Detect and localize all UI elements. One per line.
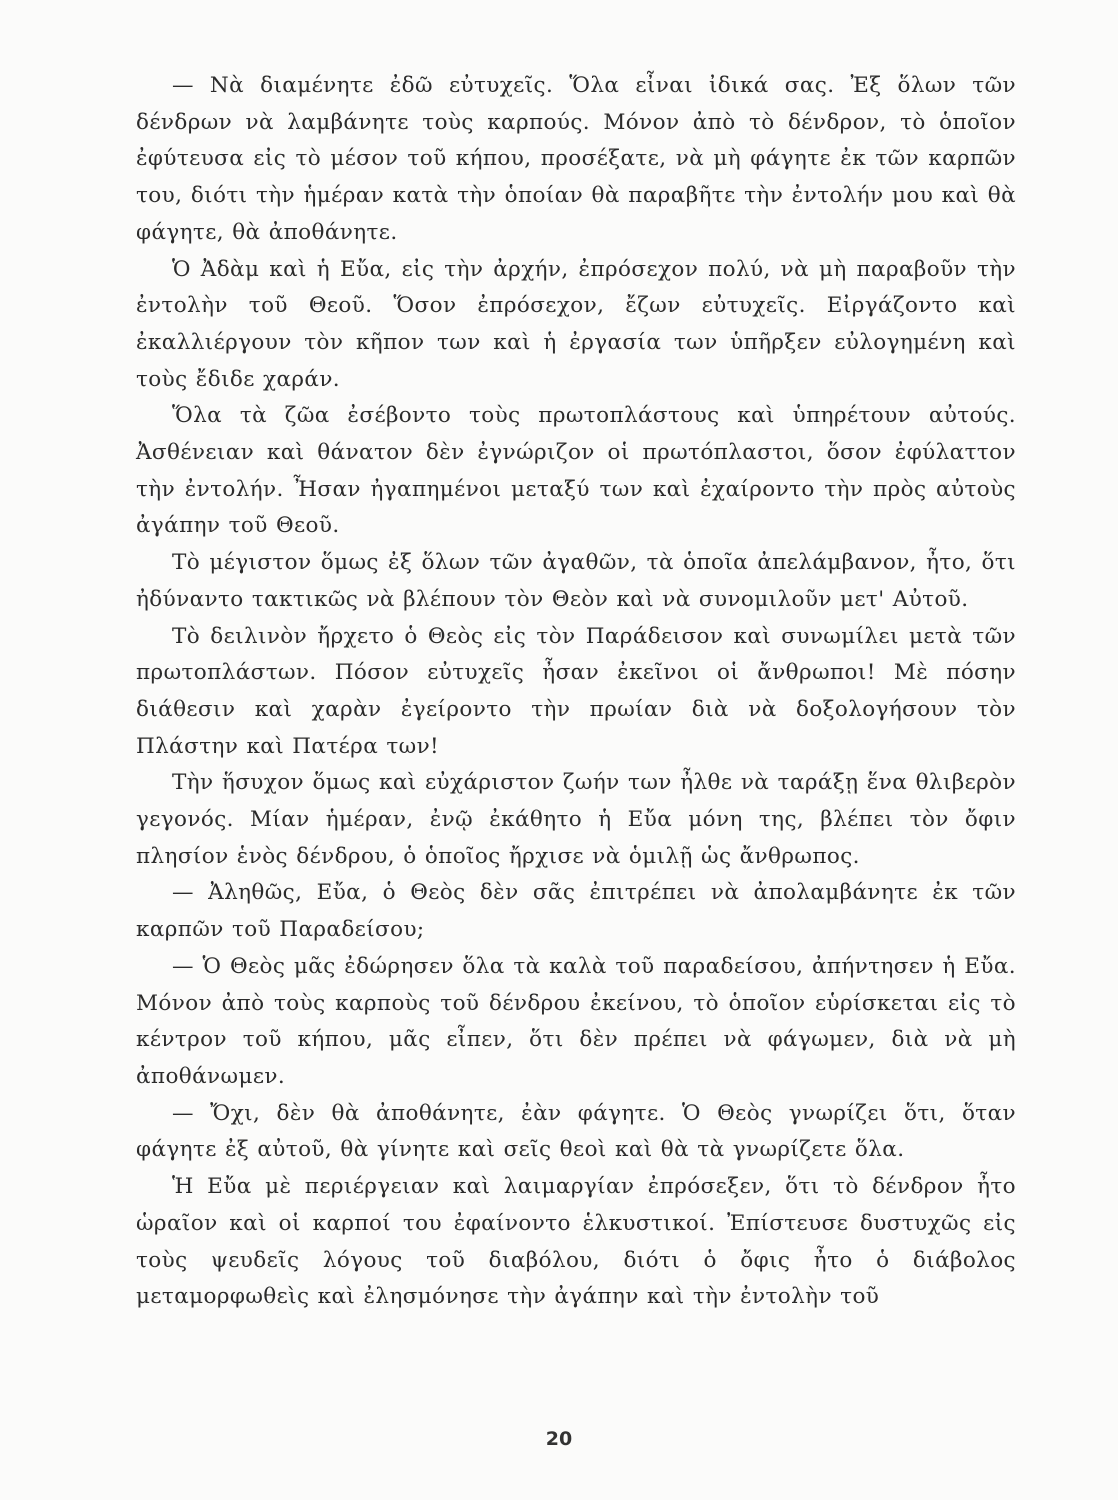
paragraph-god-command: — Νὰ διαμένητε ἐδῶ εὐτυχεῖς. Ὅλα εἶναι ἰδικά σας. Ἐξ ὅλων τῶν δένδρων νὰ λαμβάνητε τοὺς καρπούς. Μόνον ἀπὸ τὸ δένδρον, τὸ ὁποῖον ἐφύτευσα εἰς τὸ μέσον τοῦ κήπου, προσέξατε, νὰ μὴ φάγητε ἐκ τῶν καρπῶν του, διότι τὴν ἡμέραν κατὰ τὴν ὁποίαν θὰ παραβῆτε τὴν ἐντολήν μου καὶ θὰ φάγητε, θὰ ἀποθάνητε.	[136, 73, 1016, 245]
paragraph-serpent-question: — Ἀληθῶς, Εὔα, ὁ Θεὸς δὲν σᾶς ἐπιτρέπει νὰ ἀπολαμβάνητε ἐκ τῶν καρπῶν τοῦ Παραδείσου;	[136, 880, 1016, 943]
paragraph-seeing-god: Τὸ μέγιστον ὅμως ἐξ ὅλων τῶν ἀγαθῶν, τὰ ὁποῖα ἀπελάμβανον, ἦτο, ὅτι ἠδύναντο τακτικῶς νὰ βλέπουν τὸν Θεὸν καὶ νὰ συνομιλοῦν μετ' Αὐτοῦ.	[136, 550, 1016, 612]
paragraph-animals-served: Ὅλα τὰ ζῶα ἐσέβοντο τοὺς πρωτοπλάστους καὶ ὑπηρέτουν αὐτούς. Ἀσθένειαν καὶ θάνατον δὲν ἐγνώριζον οἱ πρωτόπλαστοι, ὅσον ἐφύλαττον τὴν ἐντολήν. Ἦσαν ἠγαπημένοι μεταξύ των καὶ ἐχαίροντο τὴν πρὸς αὐτοὺς ἀγάπην τοῦ Θεοῦ.	[136, 403, 1016, 539]
paragraph-serpent-appears: Τὴν ἥσυχον ὅμως καὶ εὐχάριστον ζωήν των ἦλθε νὰ ταράξῃ ἕνα θλιβερὸν γεγονός. Μίαν ἡμέραν, ἐνῷ ἐκάθητο ἡ Εὔα μόνη της, βλέπει τὸν ὄφιν πλησίον ἑνὸς δένδρου, ὁ ὁποῖος ἤρχισε νὰ ὁμιλῇ ὡς ἄνθρωπος.	[136, 770, 1016, 869]
paragraph-evening-visit: Τὸ δειλινὸν ἤρχετο ὁ Θεὸς εἰς τὸν Παράδεισον καὶ συνωμίλει μετὰ τῶν πρωτοπλάστων. Πόσον εὐτυχεῖς ἦσαν ἐκεῖνοι οἱ ἄνθρωποι! Μὲ πόσην διάθεσιν καὶ χαρὰν ἐγείροντο τὴν πρωίαν διὰ νὰ δοξολογήσουν τὸν Πλάστην καὶ Πατέρα των!	[136, 623, 1016, 759]
body-text	[136, 68, 1016, 1316]
paragraph-adam-eve-obey: Ὁ Ἀδὰμ καὶ ἡ Εὔα, εἰς τὴν ἀρχήν, ἐπρόσεχον πολύ, νὰ μὴ παραβοῦν τὴν ἐντολὴν τοῦ Θεοῦ. Ὅσον ἐπρόσεχον, ἔζων εὐτυχεῖς. Εἰργάζοντο καὶ ἐκαλλιέργουν τὸν κῆπον των καὶ ἡ ἐργασία των ὑπῆρξεν εὐλογημένη καὶ τοὺς ἔδιδε χαράν.	[136, 256, 1016, 392]
paragraph-eve-answer: — Ὁ Θεὸς μᾶς ἐδώρησεν ὅλα τὰ καλὰ τοῦ παραδείσου, ἀπήντησεν ἡ Εὔα. Μόνον ἀπὸ τοὺς καρποὺς τοῦ δένδρου ἐκείνου, τὸ ὁποῖον εὑρίσκεται εἰς τὸ κέντρον τοῦ κήπου, μᾶς εἶπεν, ὅτι δὲν πρέπει νὰ φάγωμεν, διὰ νὰ μὴ ἀποθάνωμεν.	[136, 953, 1016, 1089]
paragraph-serpent-lie: — Ὄχι, δὲν θὰ ἀποθάνητε, ἐὰν φάγητε. Ὁ Θεὸς γνωρίζει ὅτι, ὅταν φάγητε ἐξ αὐτοῦ, θὰ γίνητε καὶ σεῖς θεοὶ καὶ θὰ τὰ γνωρίζετε ὅλα.	[136, 1100, 1016, 1163]
paragraph-eve-temptation: Ἡ Εὔα μὲ περιέργειαν καὶ λαιμαργίαν ἐπρόσεξεν, ὅτι τὸ δένδρον ἦτο ὡραῖον καὶ οἱ καρποί του ἐφαίνοντο ἑλκυστικοί. Ἐπίστευσε δυστυχῶς εἰς τοὺς ψευδεῖς λόγους τοῦ διαβόλου, διότι ὁ ὄφις ἦτο ὁ διάβολος μεταμορφωθεὶς καὶ ἐλησμόνησε τὴν ἀγάπην καὶ τὴν ἐντολὴν τοῦ	[136, 1174, 1016, 1310]
page-number: 20	[545, 1428, 573, 1450]
